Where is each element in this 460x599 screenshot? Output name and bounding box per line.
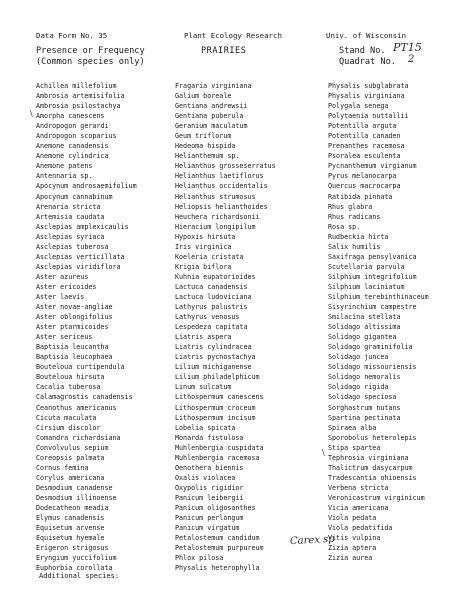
species-entry: Aster ericoides	[36, 282, 97, 291]
species-entry: Artemisia caudata	[36, 212, 105, 221]
species-entry: Anemone patens	[36, 162, 93, 171]
species-entry: Bouteloua hirsuta	[36, 373, 105, 382]
form-title-line1: Presence or Frequency	[36, 46, 145, 56]
species-entry: Oenothera biennis	[175, 463, 244, 472]
species-entry: Helianthus grosseserratus	[175, 162, 276, 171]
species-entry: Hedeoma hispida	[175, 142, 236, 151]
species-entry: Linum sulcatum	[175, 383, 232, 392]
species-entry: Panicum oligosanthes	[175, 503, 256, 512]
species-entry: Solidago gigantea	[328, 333, 397, 342]
species-entry: Rhus radicans	[328, 212, 381, 221]
species-entry: Arenaria stricta	[36, 202, 101, 211]
species-entry: Polytaenia nuttallii	[328, 112, 409, 121]
species-entry: Galium boreale	[175, 92, 232, 101]
species-entry: Oxalis violacea	[175, 473, 236, 482]
species-entry: Vicia americana	[328, 503, 389, 512]
species-entry: Andropogon scoparius	[36, 132, 117, 141]
species-entry: Sorghastrum nutans	[328, 403, 401, 412]
species-entry: Baptisia leucantha	[36, 343, 109, 352]
species-entry: Corylus americana	[36, 473, 105, 482]
species-entry: Verbena stricta	[328, 483, 389, 492]
species-entry: Pycnanthemum virgianum	[328, 162, 417, 171]
species-entry: Quercus macrocarpa	[328, 182, 401, 191]
species-entry: Aster novae-angliae	[36, 303, 113, 312]
community-heading: PRAIRIES	[201, 46, 247, 56]
species-entry: Anemone cylindrica	[36, 152, 109, 161]
species-entry: Elymus canadensis	[36, 514, 105, 523]
species-entry: Oxypolis rigidior	[175, 483, 244, 492]
department-name: Plant Ecology Research	[184, 31, 282, 40]
species-entry: Rhus glabra	[328, 202, 373, 211]
quadrat-label: Quadrat No.	[339, 57, 396, 67]
species-entry: Panicum perlongum	[175, 514, 244, 523]
species-entry: Solidago speciosa	[328, 393, 397, 402]
species-column-2	[175, 81, 276, 573]
species-entry: Apocynum androsaemifolium	[36, 182, 137, 191]
species-entry: Lobelia spicata	[175, 423, 236, 432]
species-entry: Asclepias viridiflora	[36, 262, 121, 271]
species-entry: Physalis subglabrata	[328, 82, 409, 90]
species-entry: Stipa spartea	[328, 443, 381, 452]
species-entry: Silphium integrifolium	[328, 272, 417, 281]
species-entry: Antennaria sp.	[36, 172, 93, 181]
species-entry: Sisyrinchium campestre	[328, 303, 417, 312]
species-entry: Asclepias tuberosa	[36, 242, 109, 251]
species-entry: Lathyrus venosus	[175, 313, 240, 322]
species-entry: Helianthus laetiflorus	[175, 172, 264, 181]
species-entry: Zizia aurea	[328, 554, 373, 563]
species-entry: Aster oblongifolius	[36, 313, 113, 322]
species-entry: Ambrosia psilostachya	[36, 102, 121, 111]
species-entry: Petalostemum candidum	[175, 534, 260, 543]
species-entry: Lactuca ludoviciana	[175, 292, 252, 301]
species-entry: Solidago juncea	[328, 353, 389, 362]
species-entry: Krigia biflora	[175, 262, 232, 271]
species-entry: Aster laevis	[36, 292, 85, 301]
check-mark: \	[322, 448, 325, 457]
species-entry: Ambrosia artemisifolia	[36, 92, 125, 101]
species-entry: Ratibida pinnata	[328, 192, 393, 201]
species-entry: Silphium terebinthinaceum	[328, 292, 429, 301]
species-entry: Muhlenbergia cuspidata	[175, 443, 264, 452]
species-entry: Asclepias verticillata	[36, 252, 125, 261]
species-entry: Prenanthes racemosa	[328, 142, 405, 151]
species-entry: Tradescantia ohioensis	[328, 473, 417, 482]
species-entry: Cicuta maculata	[36, 413, 97, 422]
species-entry: Hypoxis hirsuta	[175, 232, 236, 241]
stand-value: PT15	[393, 41, 422, 54]
species-entry: Potentilla arguta	[328, 122, 397, 131]
species-entry: Helianthemum sp.	[175, 152, 240, 161]
species-entry: Bouteloua curtipendula	[36, 363, 125, 372]
species-entry: Thalictrum dasycarpum	[328, 463, 413, 472]
species-entry: Muhlenbergia racemosa	[175, 453, 260, 462]
species-entry: Lespedeza capitata	[175, 323, 248, 332]
species-entry: Desmodium illinoense	[36, 493, 117, 502]
species-entry: Zizia aptera	[328, 544, 377, 553]
species-entry: Asclepias amplexicaulis	[36, 222, 129, 231]
species-entry: Physalis virginiana	[328, 92, 405, 101]
species-entry: Pyrus melanocarpa	[328, 172, 397, 181]
form-title-line2: (Common species only)	[36, 57, 145, 67]
species-entry: Geum triflorum	[175, 132, 232, 141]
species-entry: Geranium maculatum	[175, 122, 248, 131]
species-entry: Heuchera richardsonii	[175, 212, 260, 221]
species-entry: Rosa sp.	[328, 222, 361, 231]
species-entry: Petalostemum purpureum	[175, 544, 264, 553]
species-entry: Smilacina stellata	[328, 313, 401, 322]
species-entry: Cacalia tuberosa	[36, 383, 101, 392]
species-entry: Polygala senega	[328, 102, 389, 111]
species-entry: Aster azureus	[36, 272, 89, 281]
species-entry: Viola pedatifida	[328, 524, 393, 533]
species-entry: Panicum virgatum	[175, 524, 240, 533]
species-entry: Ceanothus americanus	[36, 403, 117, 412]
species-entry: Solidago graminifolia	[328, 343, 413, 352]
species-entry: Equisetum arvense	[36, 524, 105, 533]
species-entry: Potentilla canaden	[328, 132, 401, 141]
stand-label: Stand No.	[339, 46, 386, 56]
species-entry: Gentiana andrewsii	[175, 102, 248, 111]
species-entry: Solidago missouriensis	[328, 363, 417, 372]
species-entry: Convolvulus sepium	[36, 443, 109, 452]
species-entry: Spiraea alba	[328, 423, 377, 432]
species-entry: Baptisia leucophaea	[36, 353, 113, 362]
species-entry: Salix humilis	[328, 242, 381, 251]
species-entry: Lithospermum incisum	[175, 413, 256, 422]
additional-species-label: Additional species:	[39, 572, 120, 580]
university-name: Univ. of Wisconsin	[326, 31, 407, 40]
species-entry: Desmodium canadense	[36, 483, 113, 492]
form-number: Data Form No. 35	[36, 31, 108, 40]
species-column-1	[36, 81, 137, 573]
species-entry: Eryngium yuccifolium	[36, 554, 117, 563]
species-entry: Viola pedata	[328, 514, 377, 523]
species-entry: Rudbeckia hirta	[328, 232, 389, 241]
species-entry: Lithospermum canescens	[175, 393, 264, 402]
species-entry: Lilium philadelphicum	[175, 373, 260, 382]
species-entry: Liatris aspera	[175, 333, 232, 342]
species-entry: Andropogon gerardi	[36, 122, 109, 131]
species-entry: Veronicastrum virginicum	[328, 493, 425, 502]
species-entry: Iris virginica	[175, 242, 232, 251]
species-entry: Saxifraga pensylvanica	[328, 252, 417, 261]
species-entry: Gentiana puberula	[175, 112, 244, 121]
species-entry: Calamagrostis canadensis	[36, 393, 133, 402]
species-entry: Tephrosia virginiana	[328, 453, 409, 462]
species-entry: Spartina pectinata	[328, 413, 401, 422]
species-entry: Lathyrus palustris	[175, 303, 248, 312]
species-entry: Asclepias syriaca	[36, 232, 105, 241]
species-entry: Apocynum cannabinum	[36, 192, 113, 201]
check-mark: \	[30, 109, 33, 118]
species-entry: Phlox pilosa	[175, 554, 224, 563]
species-entry: Sporobolus heterolepis	[328, 433, 417, 442]
species-entry: Hieracium longipilum	[175, 222, 256, 231]
species-entry: Anemone canadensis	[36, 142, 109, 151]
species-entry: Lithospermum croceum	[175, 403, 256, 412]
species-entry: Physalis heterophylla	[175, 564, 260, 573]
species-entry: Liatris cylindracea	[175, 343, 252, 352]
species-entry: Panicum leibergii	[175, 493, 244, 502]
species-entry: Achillea millefolium	[36, 82, 117, 90]
species-entry: Solidago altissima	[328, 323, 401, 332]
species-entry: Dodecatheon meadia	[36, 503, 109, 512]
handwritten-note: Carex sp	[289, 533, 335, 548]
species-entry: Kuhnia eupatorioides	[175, 272, 256, 281]
species-entry: Liatris pycnostachya	[175, 353, 256, 362]
species-entry: Amorpha canescens	[36, 112, 105, 121]
species-entry: Comandra richardsiana	[36, 433, 121, 442]
species-entry: Coreopsis palmata	[36, 453, 105, 462]
species-entry: Aster sericeus	[36, 333, 93, 342]
species-entry: Lilium michiganense	[175, 363, 252, 372]
quadrat-value: 2	[408, 54, 415, 65]
species-entry: Scutellaria parvula	[328, 262, 405, 271]
species-entry: Equisetum hyemale	[36, 534, 105, 543]
species-entry: Monarda fistulosa	[175, 433, 244, 442]
species-entry: Fragaria virginiana	[175, 82, 252, 90]
species-entry: Cornus femina	[36, 463, 89, 472]
species-entry: Euphorbia corollata	[36, 564, 113, 573]
species-entry: Silphium laciniatum	[328, 282, 405, 291]
species-entry: Lactuca canadensis	[175, 282, 248, 291]
species-entry: Solidago rigida	[328, 383, 389, 392]
species-entry: Psoralea esculenta	[328, 152, 401, 161]
species-entry: Helianthus occidentalis	[175, 182, 268, 191]
species-entry: Heliopsis helianthoides	[175, 202, 268, 211]
species-entry: Cirsium discolor	[36, 423, 101, 432]
species-entry: Helianthus strumosus	[175, 192, 256, 201]
species-entry: Koeleria cristata	[175, 252, 244, 261]
species-entry: Vitis vulpina	[328, 534, 381, 543]
species-entry: Erigeron strigosus	[36, 544, 109, 553]
species-entry: Solidago nemoralis	[328, 373, 401, 382]
species-column-3	[328, 81, 429, 563]
species-entry: Aster ptarmicoides	[36, 323, 109, 332]
